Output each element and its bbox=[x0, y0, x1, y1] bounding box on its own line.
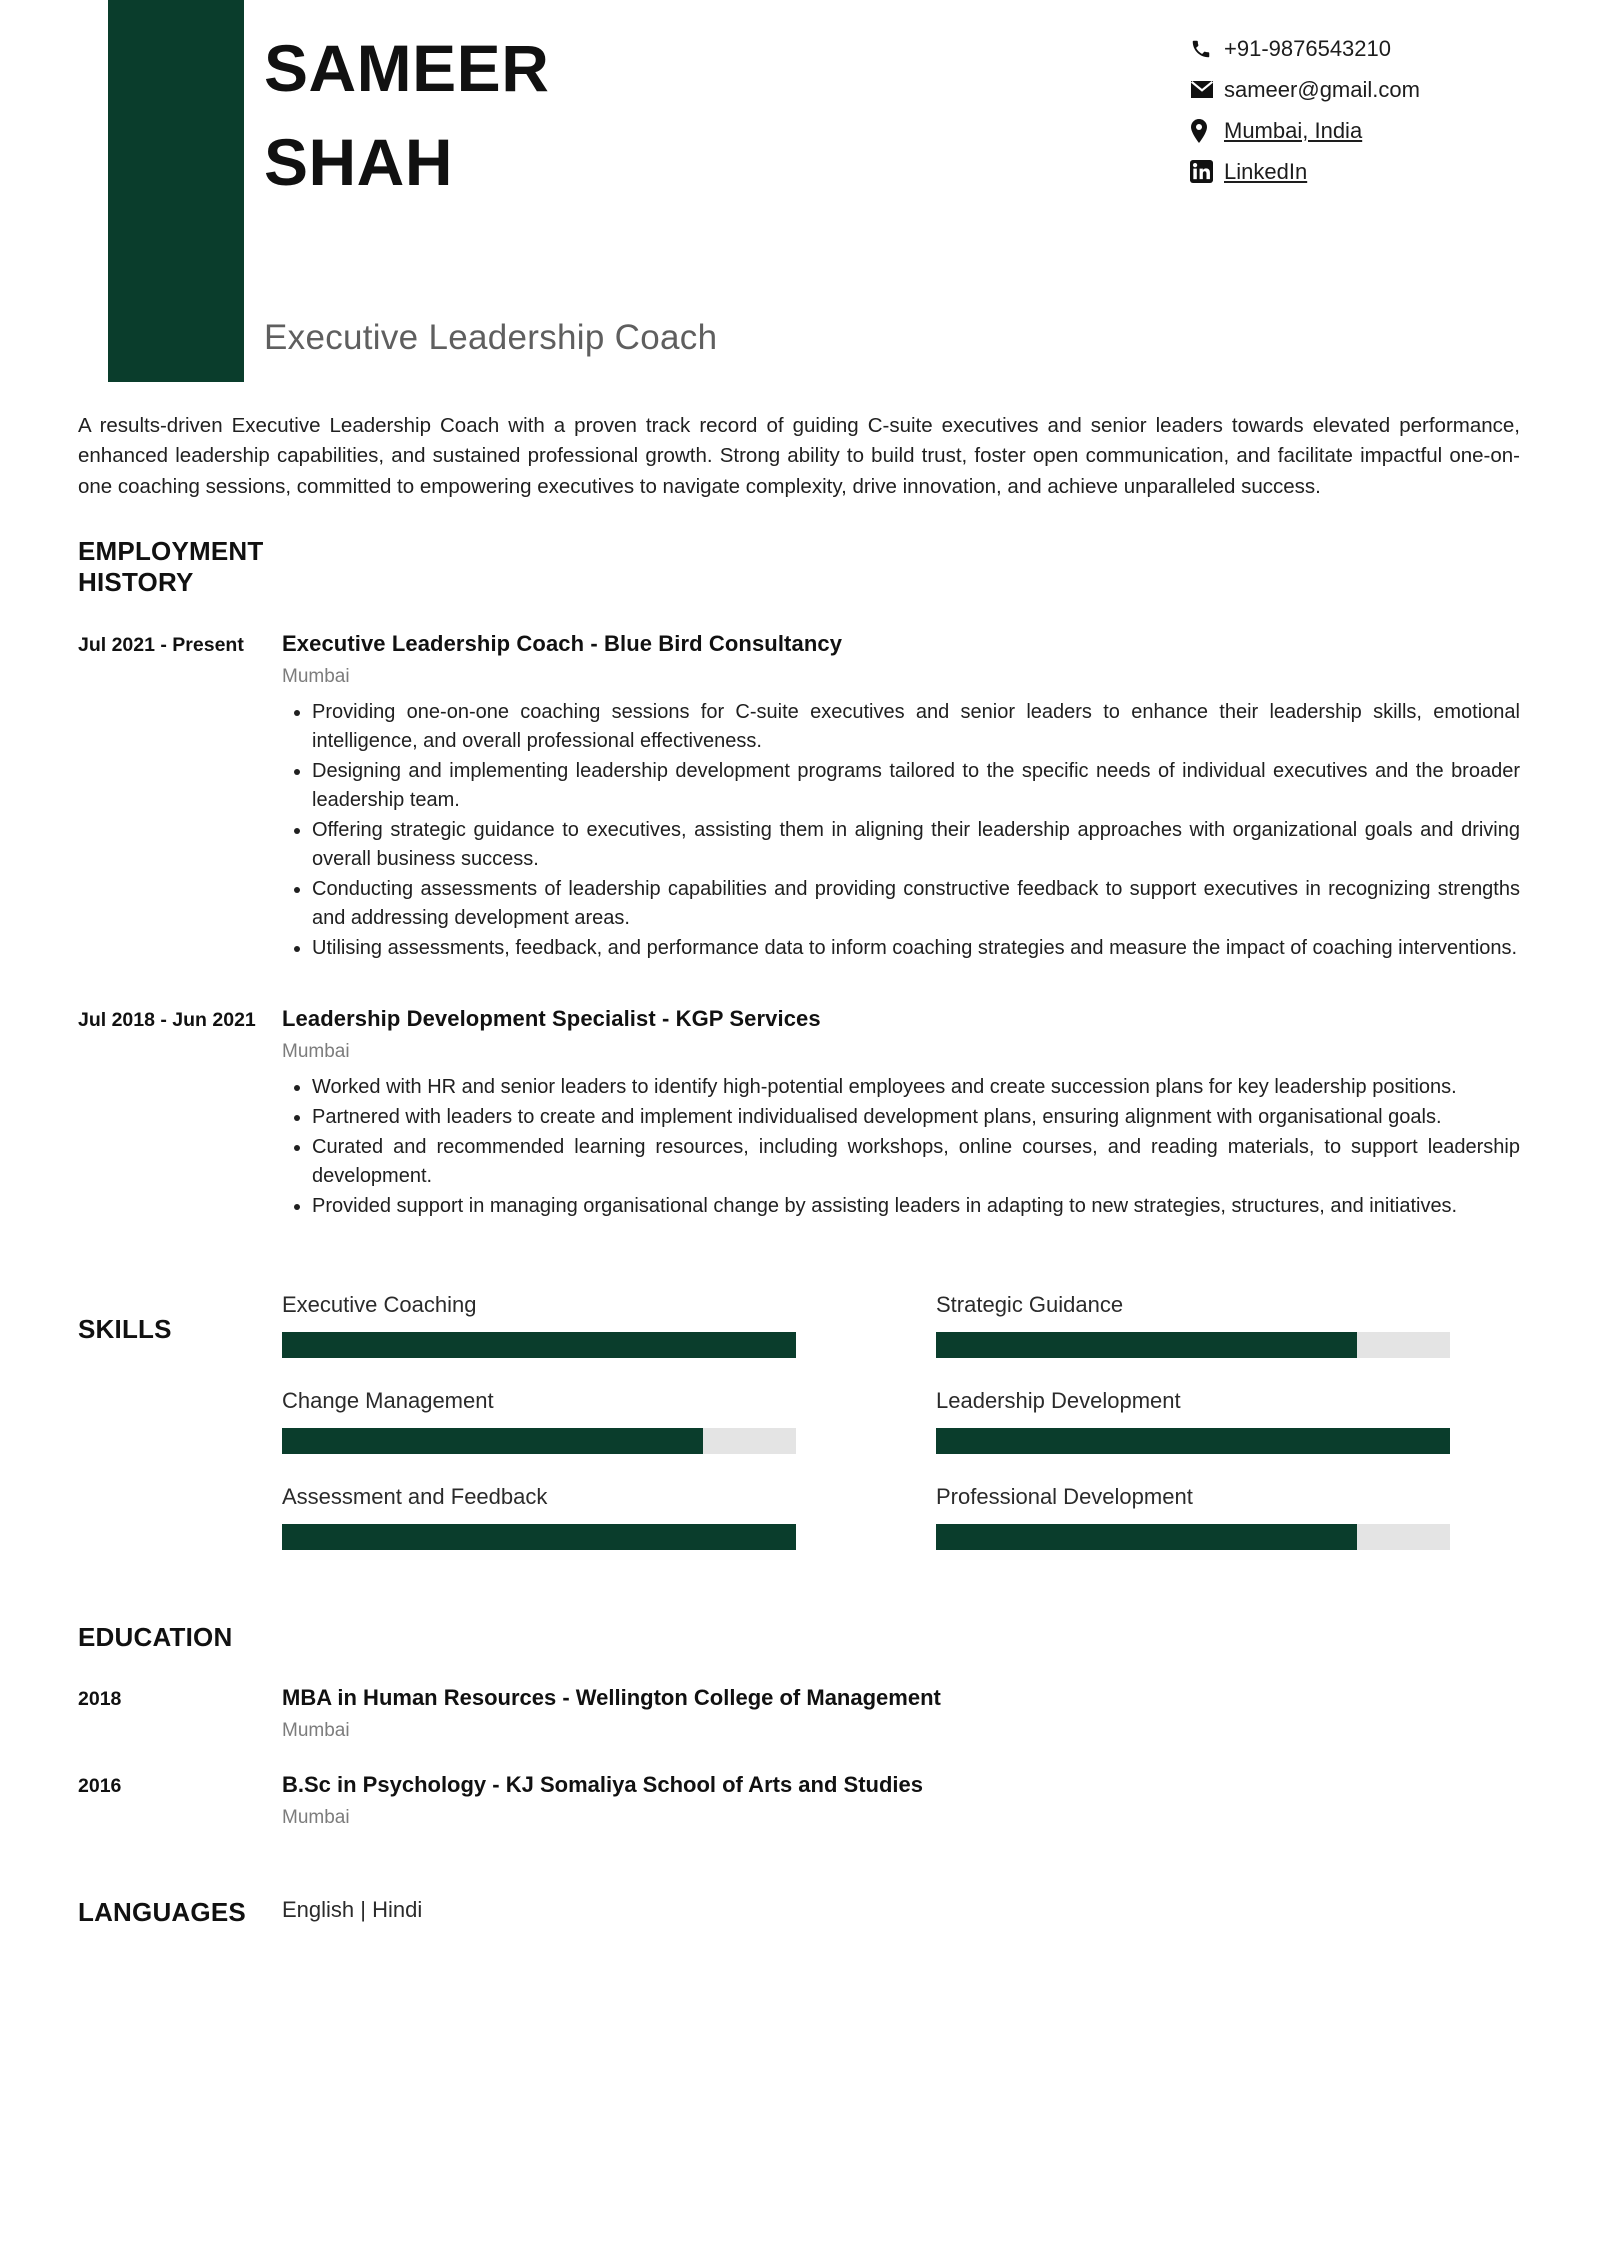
education-degree: B.Sc in Psychology - KJ Somaliya School of Arts and Studies bbox=[282, 1772, 923, 1797]
skill-label: Assessment and Feedback bbox=[282, 1484, 548, 1510]
skill-bar-fill bbox=[936, 1428, 1450, 1454]
skill-bar-track bbox=[936, 1428, 1450, 1454]
employment-history-heading bbox=[78, 536, 338, 597]
education-entry bbox=[78, 1772, 1600, 1829]
skill-item bbox=[282, 1484, 796, 1550]
job-title-company: Leadership Development Specialist - KGP Services bbox=[282, 1006, 821, 1032]
skill-bar-track bbox=[282, 1428, 796, 1454]
skill-item bbox=[936, 1388, 1450, 1454]
resume-header bbox=[0, 0, 1600, 395]
job-entry bbox=[78, 631, 1600, 964]
education-year: 2016 bbox=[78, 1775, 122, 1797]
education-entry bbox=[78, 1685, 1600, 1742]
skill-item bbox=[936, 1484, 1450, 1550]
skill-item bbox=[282, 1292, 796, 1358]
skill-label: Leadership Development bbox=[936, 1388, 1181, 1414]
job-bullet: • Curated and recommended learning resources, including workshops, online courses, and reading materials, to support leadership development. bbox=[312, 1133, 1520, 1191]
skill-label: Change Management bbox=[282, 1388, 494, 1414]
skill-bar-fill bbox=[936, 1332, 1357, 1358]
contact-list bbox=[1190, 28, 1520, 192]
languages-section bbox=[0, 1897, 1600, 1988]
first-name: SAMEER bbox=[264, 31, 550, 105]
job-location: Mumbai bbox=[282, 666, 350, 688]
skill-bar-fill bbox=[282, 1428, 703, 1454]
job-details bbox=[282, 1006, 1600, 1222]
skill-label: Professional Development bbox=[936, 1484, 1193, 1510]
skill-bar-fill bbox=[936, 1524, 1357, 1550]
last-name: SHAH bbox=[264, 124, 454, 199]
candidate-job-title: Executive Leadership Coach bbox=[264, 318, 718, 357]
envelope-icon bbox=[1190, 80, 1224, 99]
skills-grid bbox=[282, 1292, 1600, 1550]
job-details bbox=[282, 631, 1600, 964]
languages-value: English | Hindi bbox=[282, 1897, 423, 1922]
skill-bar-track bbox=[282, 1524, 796, 1550]
contact-linkedin-text[interactable]: LinkedIn bbox=[1224, 158, 1308, 184]
location-pin-icon bbox=[1190, 119, 1224, 143]
education-location: Mumbai bbox=[282, 1720, 350, 1741]
job-bullet: • Provided support in managing organisational change by assisting leaders in adapting to new strategies, structures, and initiatives. bbox=[312, 1192, 1520, 1221]
contact-email-text: sameer@gmail.com bbox=[1224, 76, 1420, 102]
employment-heading-line2: HISTORY bbox=[78, 566, 194, 597]
job-location: Mumbai bbox=[282, 1041, 350, 1063]
employment-heading-line1: EMPLOYMENT bbox=[78, 535, 264, 566]
job-dates: Jul 2018 - Jun 2021 bbox=[78, 1009, 256, 1032]
skills-section bbox=[0, 1292, 1600, 1550]
contact-location bbox=[1190, 110, 1520, 151]
skills-heading: SKILLS bbox=[78, 1314, 172, 1345]
job-bullet: • Offering strategic guidance to executives, assisting them in aligning their leadership approaches with organizational goals and driving overall business success. bbox=[312, 816, 1520, 874]
job-responsibility-list bbox=[282, 698, 1520, 963]
skill-bar-fill bbox=[282, 1332, 796, 1358]
skill-item bbox=[282, 1388, 796, 1454]
skill-item bbox=[936, 1292, 1450, 1358]
job-bullet: • Partnered with leaders to create and implement individualised development plans, ensuring alignment with organisational goals. bbox=[312, 1103, 1520, 1132]
education-details bbox=[282, 1772, 1600, 1829]
languages-heading: LANGUAGES bbox=[78, 1897, 246, 1927]
job-entry bbox=[78, 1006, 1600, 1222]
job-bullet: • Providing one-on-one coaching sessions for C-suite executives and senior leaders to enhance their leadership skills, emotional intelligence, and overall professional effectiveness. bbox=[312, 698, 1520, 756]
job-bullet: • Worked with HR and senior leaders to identify high-potential employees and create succession plans for key leadership positions. bbox=[312, 1073, 1520, 1102]
phone-icon bbox=[1190, 38, 1224, 60]
education-location: Mumbai bbox=[282, 1807, 350, 1828]
contact-linkedin bbox=[1190, 151, 1520, 192]
job-bullet: • Utilising assessments, feedback, and performance data to inform coaching strategies and measure the impact of coaching interventions. bbox=[312, 934, 1520, 963]
education-degree: MBA in Human Resources - Wellington College of Management bbox=[282, 1685, 941, 1710]
skill-label: Executive Coaching bbox=[282, 1292, 477, 1318]
languages-heading-wrap bbox=[78, 1897, 278, 1928]
skill-bar-track bbox=[936, 1332, 1450, 1358]
skill-bar-track bbox=[936, 1524, 1450, 1550]
job-responsibility-list bbox=[282, 1073, 1520, 1221]
job-bullet: • Designing and implementing leadership development programs tailored to the specific needs of individual executives and the broader leadership team. bbox=[312, 757, 1520, 815]
contact-phone-text: +91-9876543210 bbox=[1224, 35, 1391, 61]
professional-summary: A results-driven Executive Leadership Coach with a proven track record of guiding C-suite executives and senior leaders towards elevated performance, enhanced leadership capabilities, and sustained professional growth. Strong ability to build trust, foster open communication, and facilitate impactful one-on-one coaching sessions, committed to empowering executives to navigate complexity, drive innovation, and achieve unparalleled success. bbox=[78, 414, 1520, 498]
job-title-company: Executive Leadership Coach - Blue Bird Consultancy bbox=[282, 631, 843, 657]
education-year: 2018 bbox=[78, 1688, 122, 1710]
education-details bbox=[282, 1685, 1600, 1742]
job-dates: Jul 2021 - Present bbox=[78, 634, 244, 657]
skill-label: Strategic Guidance bbox=[936, 1292, 1124, 1318]
linkedin-icon bbox=[1190, 160, 1224, 183]
skill-bar-track bbox=[282, 1332, 796, 1358]
skill-bar-fill bbox=[282, 1524, 796, 1550]
accent-bar bbox=[108, 0, 244, 382]
contact-location-text[interactable]: Mumbai, India bbox=[1224, 117, 1363, 143]
candidate-name bbox=[264, 22, 1024, 209]
job-bullet: • Conducting assessments of leadership capabilities and providing constructive feedback to support executives in recognizing strengths and addressing development areas. bbox=[312, 875, 1520, 933]
education-heading: EDUCATION bbox=[78, 1622, 233, 1653]
contact-phone bbox=[1190, 28, 1520, 69]
employment-history-section bbox=[0, 536, 1600, 1222]
skills-heading-wrap bbox=[78, 1292, 278, 1550]
education-section bbox=[0, 1622, 1600, 1829]
contact-email bbox=[1190, 69, 1520, 110]
